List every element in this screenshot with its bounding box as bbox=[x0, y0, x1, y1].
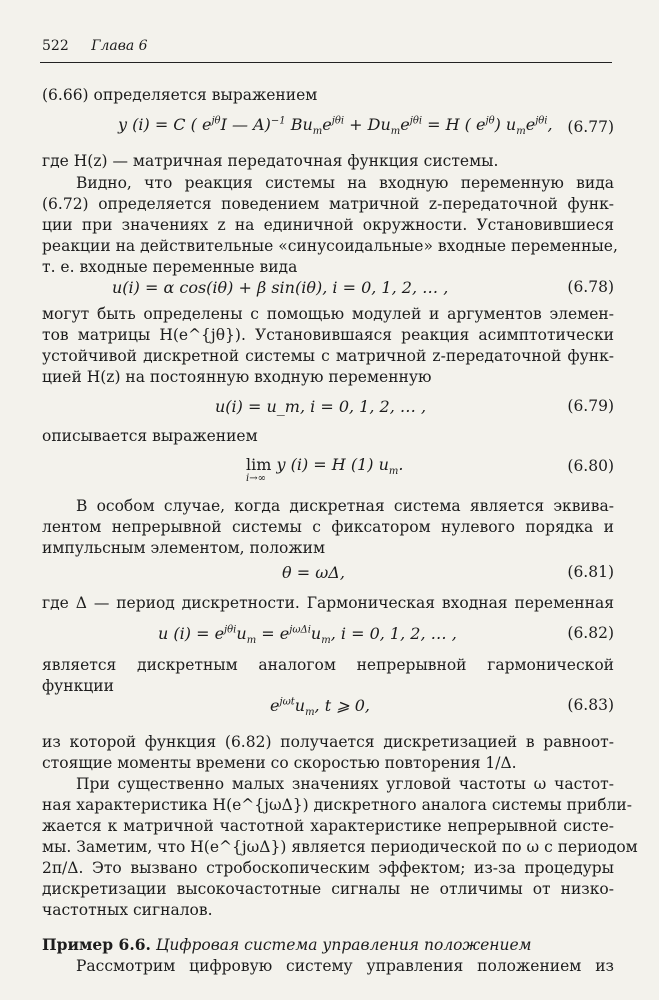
text-line: ции при значениях z на единичной окружности. Установившиеся bbox=[42, 216, 614, 234]
equation-number: (6.80) bbox=[567, 457, 614, 475]
text-line: жается к матричной частотной характеристике непрерывной систе- bbox=[42, 817, 614, 835]
text-line: является дискретным аналогом непрерывной гармонической bbox=[42, 656, 614, 674]
text-line: (6.72) определяется поведением матричной z-передаточной функ- bbox=[42, 195, 614, 213]
equation-6-83: $e^{j\omega t}u_m$, t ⩾ 0, bbox=[270, 696, 370, 719]
text-line: тов матрицы H(e^{jθ}). Установившаяся реакция асимптотически bbox=[42, 326, 614, 344]
example-heading bbox=[42, 935, 614, 954]
equation-6-77: y (i) = C ( $e^{j\theta}I$ — A)$^{-1}$ $Bu_me^{j\theta i} + Du_me^{j\theta i} = H$ ( $e^{j\theta}$) $u_me^{j\theta i}$, bbox=[118, 115, 553, 138]
text-line: стоящие моменты времени со скоростью повторения 1/Δ. bbox=[42, 754, 517, 772]
text-line: реакции на действительные «синусоидальные» входные переменные, bbox=[42, 237, 618, 255]
text-line: (6.66) определяется выражением bbox=[42, 86, 318, 104]
text-line: мы. Заметим, что H(e^{jωΔ}) является периодической по ω с периодом bbox=[42, 838, 638, 856]
text-line: При существенно малых значениях угловой частоты ω частот- bbox=[76, 775, 614, 793]
equation-6-81: θ = ωΔ, bbox=[282, 563, 345, 582]
limit-subscript: i→∞ bbox=[246, 473, 266, 484]
text-line: из которой функция (6.82) получается дискретизацией в равноот- bbox=[42, 733, 614, 751]
chapter-title: Глава 6 bbox=[91, 38, 148, 54]
equation-number: (6.77) bbox=[567, 118, 614, 136]
text-line: В особом случае, когда дискретная система является эквива- bbox=[76, 497, 614, 515]
example-title: Цифровая система управления положением bbox=[155, 936, 532, 954]
text-line: частотных сигналов. bbox=[42, 901, 213, 919]
equation-number: (6.82) bbox=[567, 624, 614, 642]
text-line: устойчивой дискретной системы с матричной z-передаточной функ- bbox=[42, 347, 614, 365]
equation-6-78: u(i) = α cos(iθ) + β sin(iθ), i = 0, 1, 2, … , bbox=[112, 278, 449, 297]
equation-number: (6.79) bbox=[567, 397, 614, 415]
text-line: описывается выражением bbox=[42, 427, 258, 445]
page-number: 522 bbox=[42, 38, 69, 54]
text-line: где H(z) — матричная передаточная функция системы. bbox=[42, 152, 499, 170]
text-line: лентом непрерывной системы с фиксатором нулевого порядка и bbox=[42, 518, 614, 536]
text-line: дискретизации высокочастотные сигналы не отличимы от низко- bbox=[42, 880, 614, 898]
text-line: где Δ — период дискретности. Гармоническая входная переменная bbox=[42, 594, 614, 612]
text-line: ная характеристика H(e^{jωΔ}) дискретного аналога системы прибли- bbox=[42, 796, 632, 814]
equation-6-79: u(i) = u_m, i = 0, 1, 2, … , bbox=[215, 397, 427, 416]
equation-6-82: u $(i) = e^{j\theta i}u_m = e^{j\omega\Delta i}u_m$, i = 0, 1, 2, … , bbox=[158, 624, 457, 647]
equation-6-80: lim y (i) = H (1) $u_m$. bbox=[246, 455, 404, 478]
text-line: Видно, что реакция системы на входную переменную вида bbox=[76, 174, 614, 192]
text-line: 2π/Δ. Это вызвано стробоскопическим эффектом; из-за процедуры bbox=[42, 859, 614, 877]
text-line: цией H(z) на постоянную входную переменную bbox=[42, 368, 432, 386]
running-header bbox=[42, 38, 148, 54]
equation-number: (6.81) bbox=[567, 563, 614, 581]
text-line: импульсным элементом, положим bbox=[42, 539, 326, 557]
text-line: Рассмотрим цифровую систему управления положением из bbox=[76, 957, 614, 975]
equation-number: (6.78) bbox=[567, 278, 614, 296]
equation-number: (6.83) bbox=[567, 696, 614, 714]
text-line: могут быть определены с помощью модулей и аргументов элемен- bbox=[42, 305, 614, 323]
example-label: Пример 6.6. bbox=[42, 935, 151, 954]
text-line: т. е. входные переменные вида bbox=[42, 258, 298, 276]
text-line: функции bbox=[42, 677, 114, 695]
header-rule bbox=[40, 62, 612, 63]
